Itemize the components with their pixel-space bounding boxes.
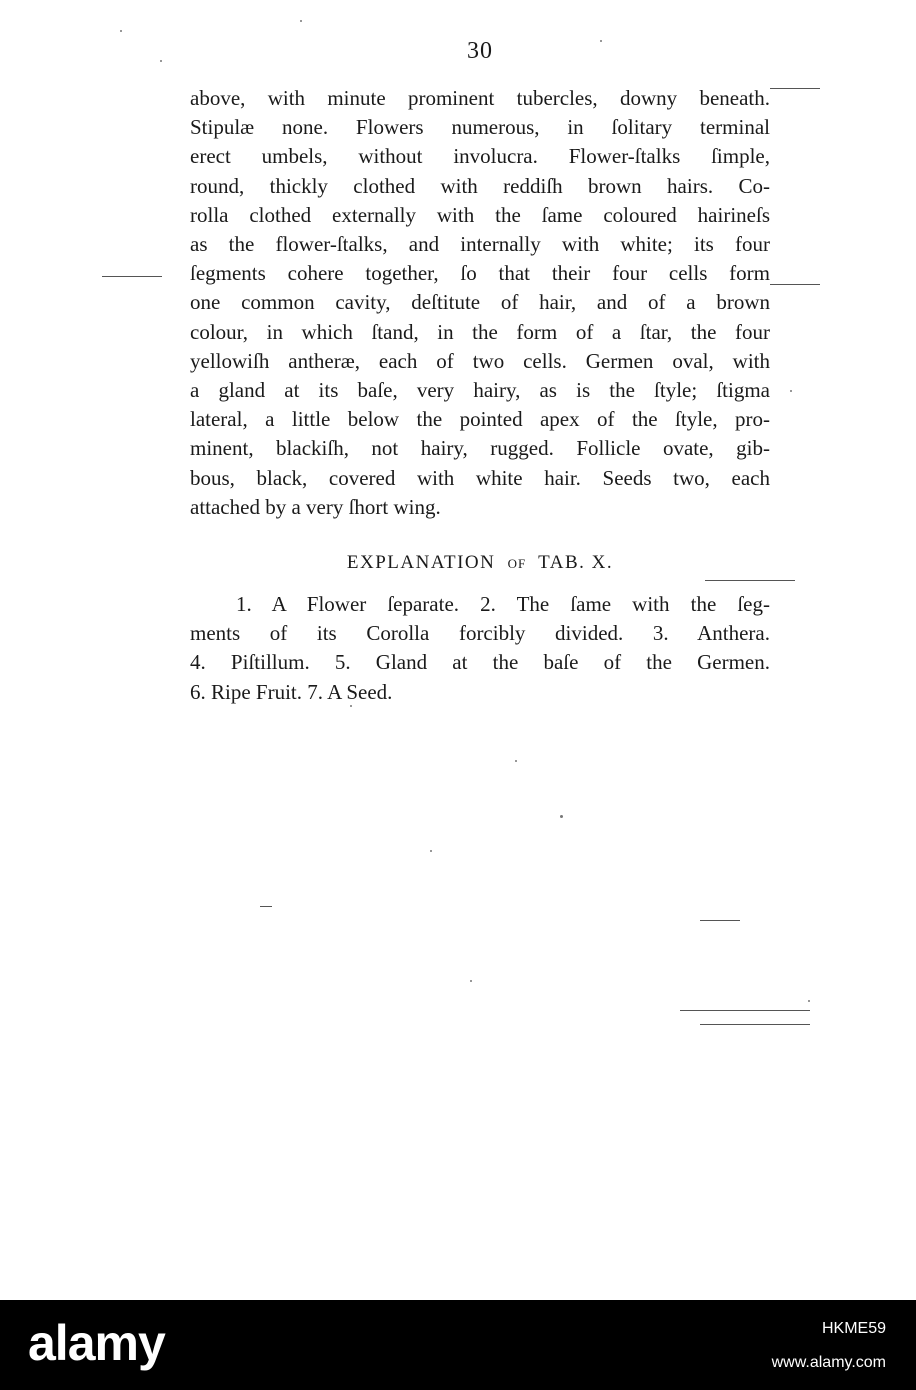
body-line: lateral, a little below the pointed apex of the ſtyle, pro- bbox=[190, 407, 770, 432]
scan-line-mark bbox=[680, 1010, 810, 1011]
scan-speckle bbox=[808, 1000, 810, 1002]
scan-speckle bbox=[430, 850, 432, 852]
scan-speckle bbox=[300, 20, 302, 22]
body-line: minent, blackiſh, not hairy, rugged. Follicle ovate, gib- bbox=[190, 436, 770, 461]
scan-line-mark bbox=[700, 1024, 810, 1025]
page-number: 30 bbox=[467, 38, 493, 64]
body-paragraph bbox=[190, 84, 770, 522]
scan-line-mark bbox=[102, 276, 162, 277]
alamy-logo: alamy bbox=[28, 1315, 165, 1371]
body-line: yellowiſh antheræ, each of two cells. Germen oval, with bbox=[190, 348, 770, 373]
explanation-paragraph bbox=[190, 590, 770, 707]
scan-line-mark bbox=[770, 88, 820, 89]
body-line: one common cavity, deſtitute of hair, and of a brown bbox=[190, 290, 770, 315]
body-line: round, thickly clothed with reddiſh brown hairs. Co- bbox=[190, 173, 770, 198]
body-line: bous, black, covered with white hair. Seeds two, each bbox=[190, 465, 770, 490]
scan-line-mark bbox=[260, 906, 272, 907]
scan-line-mark bbox=[700, 920, 740, 921]
section-heading-of: OF bbox=[507, 556, 527, 571]
scan-speckle bbox=[160, 60, 162, 62]
explanation-line: 1. A Flower ſeparate. 2. The ſame with the ſeg- bbox=[236, 592, 770, 616]
site-url-label: www.alamy.com bbox=[771, 1354, 886, 1371]
body-line: above, with minute prominent tubercles, downy beneath. bbox=[190, 86, 770, 110]
body-line: ſegments cohere together, ſo that their four cells form bbox=[190, 261, 770, 286]
body-line: rolla clothed externally with the ſame coloured hairineſs bbox=[190, 202, 770, 227]
body-line: as the flower-ſtalks, and internally with white; its four bbox=[190, 232, 770, 257]
scan-speckle bbox=[470, 980, 472, 982]
stock-footer-banner bbox=[0, 1300, 916, 1390]
explanation-line: 6. Ripe Fruit. 7. A Seed. bbox=[190, 679, 393, 704]
body-line: a gland at its baſe, very hairy, as is the ſtyle; ſtigma bbox=[190, 378, 770, 403]
body-line: Stipulæ none. Flowers numerous, in ſolitary terminal bbox=[190, 115, 770, 140]
scan-speckle bbox=[790, 390, 792, 392]
section-heading-tab: TAB. X. bbox=[538, 552, 614, 573]
scan-speckle bbox=[515, 760, 517, 762]
body-line: attached by a very ſhort wing. bbox=[190, 494, 441, 519]
scan-line-mark bbox=[770, 284, 820, 285]
body-line: erect umbels, without involucra. Flower-ſtalks ſimple, bbox=[190, 144, 770, 169]
section-heading bbox=[190, 552, 770, 574]
explanation-line: ments of its Corolla forcibly divided. 3. Anthera. bbox=[190, 621, 770, 646]
body-line: colour, in which ſtand, in the form of a ſtar, the four bbox=[190, 319, 770, 344]
image-id-label: HKME59 bbox=[821, 1320, 886, 1337]
scan-speckle bbox=[560, 815, 563, 818]
scan-speckle bbox=[120, 30, 122, 32]
section-heading-main: EXPLANATION bbox=[346, 552, 496, 573]
scan-line-mark bbox=[705, 580, 795, 581]
explanation-line: 4. Piſtillum. 5. Gland at the baſe of the Germen. bbox=[190, 650, 770, 675]
scan-speckle bbox=[600, 40, 602, 42]
